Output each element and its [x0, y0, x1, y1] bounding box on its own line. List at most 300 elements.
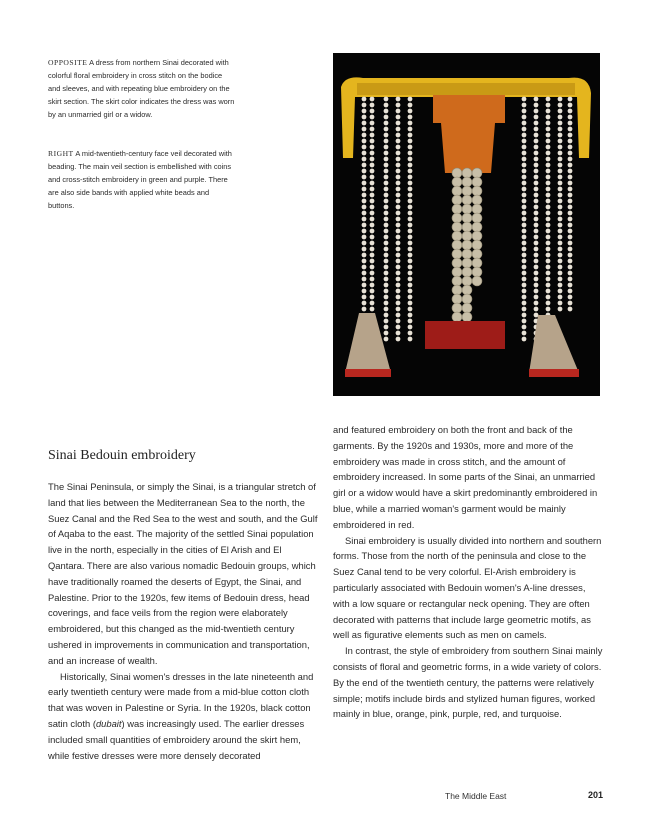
- bead: [522, 253, 527, 258]
- bead: [546, 229, 551, 234]
- bead: [408, 163, 413, 168]
- bead: [396, 277, 401, 282]
- bead: [534, 157, 539, 162]
- bead: [384, 199, 389, 204]
- bead: [370, 283, 375, 288]
- bead: [362, 175, 367, 180]
- bead: [384, 337, 389, 342]
- bead: [568, 229, 573, 234]
- bead: [396, 223, 401, 228]
- bead: [408, 133, 413, 138]
- coin: [452, 285, 462, 295]
- bead: [362, 169, 367, 174]
- bead: [568, 235, 573, 240]
- bead: [546, 115, 551, 120]
- bead: [568, 223, 573, 228]
- bead: [396, 331, 401, 336]
- bead: [568, 169, 573, 174]
- coin: [452, 177, 462, 187]
- bead: [384, 241, 389, 246]
- bead: [522, 229, 527, 234]
- bead: [546, 163, 551, 168]
- bead: [534, 307, 539, 312]
- bead: [534, 127, 539, 132]
- bead: [408, 223, 413, 228]
- coin: [462, 240, 472, 250]
- bead: [408, 331, 413, 336]
- bead: [384, 97, 389, 102]
- bead: [396, 283, 401, 288]
- body-left-paragraph-2-b: ) was increasingly used. The earlier dresses included small quantities of embroidery around the skirt hem, while festive dresses were more densely decorated: [48, 717, 305, 761]
- bead: [396, 259, 401, 264]
- bead: [384, 271, 389, 276]
- bead: [408, 295, 413, 300]
- bead: [522, 193, 527, 198]
- bead: [396, 139, 401, 144]
- caption-right-text: A mid-twentieth-century face veil decorated with beading. The main veil section is embellished with coins and cross-stitch embroidery in green and purple. There are also side bands with applied white beads and buttons.: [48, 149, 232, 210]
- bead: [522, 121, 527, 126]
- bead: [362, 307, 367, 312]
- bead: [534, 169, 539, 174]
- bead: [362, 127, 367, 132]
- bead: [396, 313, 401, 318]
- page-number: 201: [588, 790, 604, 800]
- bead: [534, 211, 539, 216]
- bead: [384, 151, 389, 156]
- bead: [362, 199, 367, 204]
- bead: [522, 337, 527, 342]
- coin: [452, 231, 462, 241]
- body-right-paragraph-2: Sinai embroidery is usually divided into northern and southern forms. Those from the north of the peninsula and close to the Suez Canal tend to be very colorful. El-Arish embroidery is particularly associated with Bedouin women's A-line dresses, with a low square or rectangular neck opening. They are often decorated with patterns that include large geometric motifs, as well as figurative elements such as men on camels.: [333, 534, 602, 641]
- bead: [546, 157, 551, 162]
- bead: [408, 277, 413, 282]
- bead: [522, 187, 527, 192]
- bead: [408, 97, 413, 102]
- coin: [462, 303, 472, 313]
- bead: [384, 301, 389, 306]
- body-left-paragraph-2-italic: dubait: [95, 717, 122, 729]
- bead: [558, 199, 563, 204]
- bead: [558, 247, 563, 252]
- bead: [384, 169, 389, 174]
- bead: [546, 277, 551, 282]
- bead: [396, 145, 401, 150]
- bead: [370, 115, 375, 120]
- bead: [408, 175, 413, 180]
- coin: [462, 168, 472, 178]
- bead: [362, 103, 367, 108]
- bead: [522, 127, 527, 132]
- bead: [558, 175, 563, 180]
- coin: [462, 186, 472, 196]
- bead: [568, 151, 573, 156]
- bead: [370, 259, 375, 264]
- bead: [546, 193, 551, 198]
- bead: [384, 121, 389, 126]
- bead: [546, 307, 551, 312]
- bead: [408, 121, 413, 126]
- bead: [568, 145, 573, 150]
- bead: [370, 181, 375, 186]
- bead: [534, 139, 539, 144]
- coin: [472, 168, 482, 178]
- bead: [568, 289, 573, 294]
- bead: [396, 295, 401, 300]
- bead: [384, 259, 389, 264]
- bead: [384, 277, 389, 282]
- bead: [396, 109, 401, 114]
- bead: [546, 295, 551, 300]
- bead: [396, 193, 401, 198]
- bead: [370, 169, 375, 174]
- bead: [408, 127, 413, 132]
- coin: [472, 231, 482, 241]
- bead: [362, 241, 367, 246]
- bead: [546, 145, 551, 150]
- bead: [534, 151, 539, 156]
- bead: [522, 139, 527, 144]
- bead: [522, 217, 527, 222]
- bead: [546, 235, 551, 240]
- bead: [362, 235, 367, 240]
- bead: [558, 103, 563, 108]
- body-left-paragraph-1: The Sinai Peninsula, or simply the Sinai, is a triangular stretch of land that lies between the Mediterranean Sea to the north, the Suez Canal and the Red Sea to the west and south, and the Gulf of Aqaba to the east. The majority of the settled Sinai population live in the north, especially in the cities of El Arish and El Qantara. There are also various nomadic Bedouin groups, which have traditionally roamed the deserts of Egypt, the Sinai, and Palestine. Prior to the 1920s, few items of Bedouin dress, head coverings, and face veils from the region were elaborately embroidered, but this changed as the mid-twentieth century ushered in improvements in communication and transportation, and an increase of wealth.: [48, 481, 318, 666]
- bead: [370, 205, 375, 210]
- bead: [546, 289, 551, 294]
- bead: [522, 175, 527, 180]
- coin: [452, 186, 462, 196]
- bead: [396, 247, 401, 252]
- bead: [568, 211, 573, 216]
- bead: [534, 289, 539, 294]
- bead: [362, 253, 367, 258]
- bead: [384, 253, 389, 258]
- bead: [568, 307, 573, 312]
- bead: [522, 163, 527, 168]
- bead: [534, 121, 539, 126]
- bead: [396, 181, 401, 186]
- bead: [546, 181, 551, 186]
- coin: [462, 294, 472, 304]
- bead: [362, 223, 367, 228]
- veil-tassel-right: [529, 315, 579, 373]
- bead: [534, 109, 539, 114]
- bead: [362, 289, 367, 294]
- body-column-left: [48, 479, 318, 763]
- bead: [396, 127, 401, 132]
- bead: [396, 157, 401, 162]
- bead: [396, 271, 401, 276]
- bead: [522, 115, 527, 120]
- bead: [546, 271, 551, 276]
- coin: [452, 222, 462, 232]
- bead: [568, 295, 573, 300]
- bead: [396, 163, 401, 168]
- bead: [408, 313, 413, 318]
- bead: [546, 97, 551, 102]
- bead: [558, 277, 563, 282]
- bead: [522, 223, 527, 228]
- bead: [362, 295, 367, 300]
- bead: [362, 259, 367, 264]
- bead: [522, 211, 527, 216]
- bead: [384, 319, 389, 324]
- bead: [534, 247, 539, 252]
- bead: [362, 97, 367, 102]
- body-left-paragraph-2-a: Historically, Sinai women's dresses in the late nineteenth and early twentieth century were made from a mid-blue cotton cloth that was woven in Palestine or Syria. In the 1920s, black cotton satin cloth (: [48, 670, 314, 729]
- bead: [558, 235, 563, 240]
- bead: [558, 139, 563, 144]
- bead: [384, 331, 389, 336]
- bead: [522, 325, 527, 330]
- coin: [462, 249, 472, 259]
- bead: [534, 313, 539, 318]
- bead: [370, 127, 375, 132]
- bead: [546, 133, 551, 138]
- bead: [384, 229, 389, 234]
- bead: [522, 199, 527, 204]
- bead: [534, 103, 539, 108]
- bead: [546, 265, 551, 270]
- coin: [472, 186, 482, 196]
- bead: [568, 97, 573, 102]
- bead: [384, 223, 389, 228]
- bead: [396, 265, 401, 270]
- bead: [362, 277, 367, 282]
- coin: [462, 285, 472, 295]
- bead: [568, 247, 573, 252]
- coin: [452, 303, 462, 313]
- bead: [522, 151, 527, 156]
- bead: [534, 163, 539, 168]
- bead: [522, 109, 527, 114]
- bead: [558, 133, 563, 138]
- bead: [546, 121, 551, 126]
- bead: [558, 121, 563, 126]
- bead: [522, 241, 527, 246]
- bead: [546, 211, 551, 216]
- bead: [534, 193, 539, 198]
- bead: [362, 229, 367, 234]
- bead: [384, 133, 389, 138]
- bead: [370, 193, 375, 198]
- bead: [522, 271, 527, 276]
- bead: [568, 139, 573, 144]
- bead: [522, 205, 527, 210]
- bead: [558, 241, 563, 246]
- bead: [396, 301, 401, 306]
- bead: [370, 199, 375, 204]
- bead: [534, 277, 539, 282]
- bead: [568, 193, 573, 198]
- bead: [370, 217, 375, 222]
- bead: [362, 115, 367, 120]
- coin: [462, 195, 472, 205]
- bead: [534, 187, 539, 192]
- bead: [558, 163, 563, 168]
- bead: [370, 241, 375, 246]
- bead: [558, 115, 563, 120]
- bead: [522, 259, 527, 264]
- bead: [546, 283, 551, 288]
- bead: [370, 253, 375, 258]
- bead: [522, 235, 527, 240]
- bead: [362, 139, 367, 144]
- bead: [384, 145, 389, 150]
- bead: [384, 109, 389, 114]
- bead: [534, 229, 539, 234]
- bead: [534, 133, 539, 138]
- bead: [558, 307, 563, 312]
- bead: [396, 337, 401, 342]
- bead: [558, 169, 563, 174]
- coin: [472, 204, 482, 214]
- section-heading: Sinai Bedouin embroidery: [48, 448, 196, 463]
- bead: [408, 307, 413, 312]
- coin: [472, 276, 482, 286]
- bead: [568, 121, 573, 126]
- bead: [362, 283, 367, 288]
- bead: [384, 307, 389, 312]
- bead: [370, 163, 375, 168]
- bead: [558, 283, 563, 288]
- bead: [384, 211, 389, 216]
- bead: [396, 97, 401, 102]
- bead: [522, 181, 527, 186]
- bead: [370, 247, 375, 252]
- bead: [408, 265, 413, 270]
- bead: [534, 271, 539, 276]
- bead: [546, 205, 551, 210]
- bead: [408, 205, 413, 210]
- coin: [472, 195, 482, 205]
- bead: [370, 103, 375, 108]
- bead: [522, 319, 527, 324]
- bead: [522, 283, 527, 288]
- bead: [558, 109, 563, 114]
- bead: [408, 211, 413, 216]
- bead: [558, 265, 563, 270]
- bead: [362, 271, 367, 276]
- bead: [568, 271, 573, 276]
- bead: [522, 307, 527, 312]
- bead: [396, 205, 401, 210]
- bead: [384, 313, 389, 318]
- bead: [384, 325, 389, 330]
- bead: [408, 157, 413, 162]
- coin: [462, 222, 472, 232]
- bead: [546, 109, 551, 114]
- coin: [452, 204, 462, 214]
- bead: [558, 229, 563, 234]
- caption-opposite-lead: OPPOSITE: [48, 58, 88, 67]
- coin: [452, 240, 462, 250]
- bead: [384, 157, 389, 162]
- bead: [362, 151, 367, 156]
- coin: [452, 195, 462, 205]
- bead: [546, 259, 551, 264]
- bead: [384, 175, 389, 180]
- bead: [396, 121, 401, 126]
- bead: [546, 151, 551, 156]
- bead: [534, 97, 539, 102]
- bead: [370, 121, 375, 126]
- bead: [568, 277, 573, 282]
- coin: [472, 222, 482, 232]
- bead: [384, 265, 389, 270]
- bead: [396, 229, 401, 234]
- coin: [472, 177, 482, 187]
- bead: [522, 157, 527, 162]
- bead: [370, 187, 375, 192]
- coin: [462, 267, 472, 277]
- bead: [408, 229, 413, 234]
- bead: [546, 139, 551, 144]
- bead: [408, 151, 413, 156]
- coin: [472, 213, 482, 223]
- bead: [522, 103, 527, 108]
- coin: [452, 267, 462, 277]
- bead: [362, 211, 367, 216]
- bead: [546, 103, 551, 108]
- bead: [558, 289, 563, 294]
- coin: [462, 177, 472, 187]
- bead: [408, 181, 413, 186]
- coin: [462, 231, 472, 241]
- bead: [408, 259, 413, 264]
- bead: [408, 193, 413, 198]
- bead: [522, 247, 527, 252]
- bead: [534, 301, 539, 306]
- bead: [522, 133, 527, 138]
- bead: [558, 271, 563, 276]
- bead: [546, 223, 551, 228]
- bead: [396, 175, 401, 180]
- bead: [396, 325, 401, 330]
- bead: [522, 301, 527, 306]
- bead: [396, 253, 401, 258]
- bead: [396, 103, 401, 108]
- bead: [568, 253, 573, 258]
- bead: [396, 151, 401, 156]
- coin: [452, 168, 462, 178]
- bead: [558, 97, 563, 102]
- bead: [522, 331, 527, 336]
- caption-right-lead: RIGHT: [48, 149, 74, 158]
- bead: [522, 97, 527, 102]
- coin: [462, 258, 472, 268]
- bead: [396, 235, 401, 240]
- bead: [558, 223, 563, 228]
- veil-red-fringe: [425, 321, 505, 349]
- footer-section-title: The Middle East: [445, 791, 507, 801]
- bead: [370, 157, 375, 162]
- bead: [534, 223, 539, 228]
- bead: [534, 283, 539, 288]
- bead: [558, 205, 563, 210]
- bead: [534, 259, 539, 264]
- bead: [362, 187, 367, 192]
- body-left-paragraph-2: [48, 669, 318, 764]
- bead: [408, 247, 413, 252]
- bead: [522, 295, 527, 300]
- bead: [362, 301, 367, 306]
- bead: [384, 181, 389, 186]
- bead: [396, 217, 401, 222]
- bead: [546, 169, 551, 174]
- bead: [370, 133, 375, 138]
- bead: [408, 109, 413, 114]
